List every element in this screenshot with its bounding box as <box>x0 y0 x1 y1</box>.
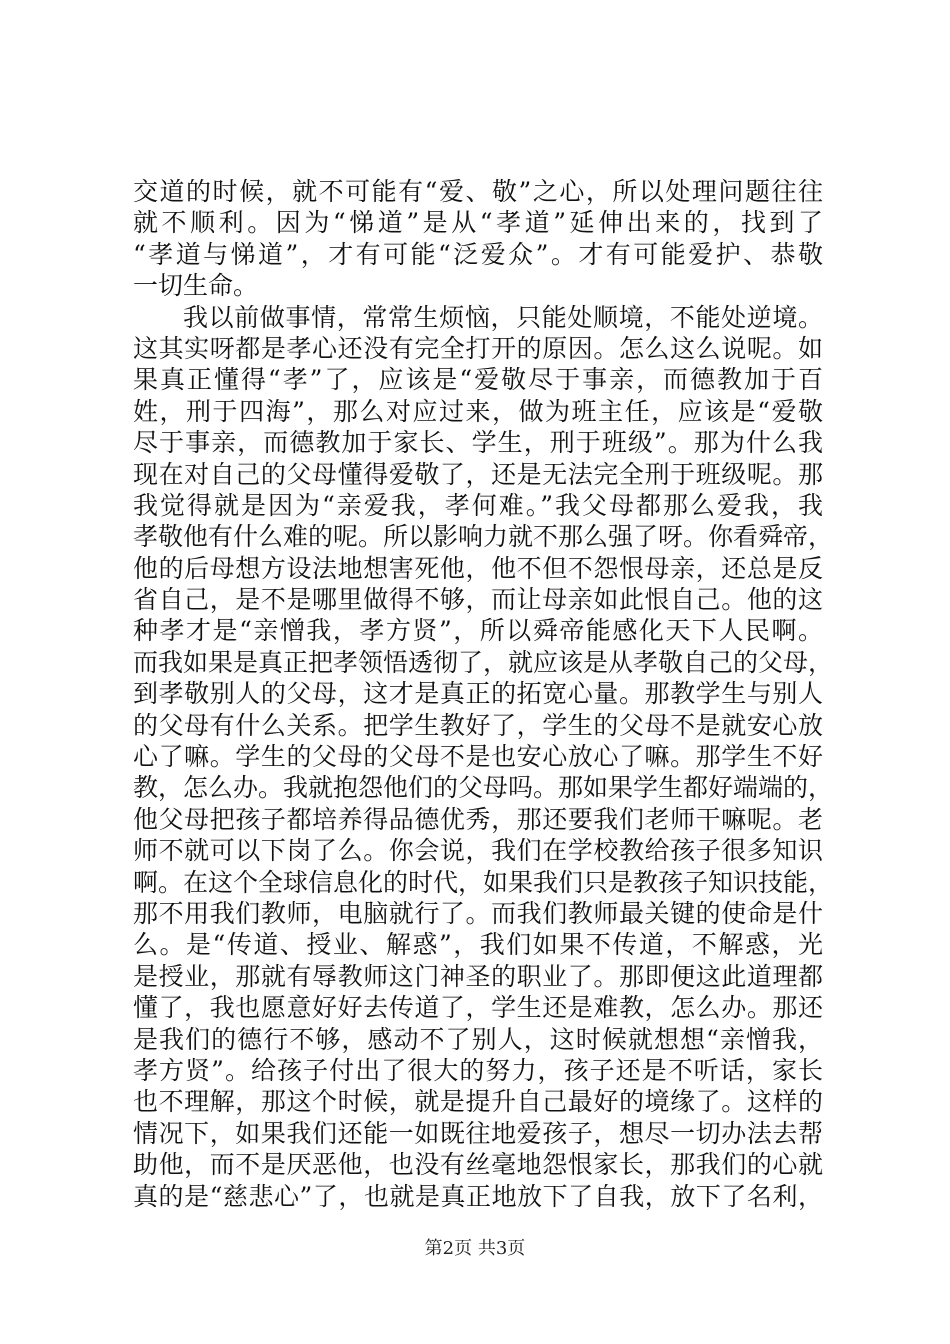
text-line: 果真正懂得“孝”了，应该是“爱敬尽于事亲，而德教加于百 <box>133 365 823 395</box>
text-line: 教，怎么办。我就抱怨他们的父母吗。那如果学生都好端端的， <box>133 773 834 803</box>
text-line: 啊。在这个全球信息化的时代，如果我们只是教孩子知识技能， <box>133 867 834 897</box>
text-line: 姓，刑于四海”，那么对应过来，做为班主任，应该是“爱敬 <box>133 396 823 426</box>
page-footer: 第2页 共3页 <box>424 1238 526 1259</box>
text-line: 情况下，如果我们还能一如既往地爱孩子，想尽一切办法去帮 <box>133 1118 823 1148</box>
text-line: 到孝敬别人的父母，这才是真正的拓宽心量。那教学生与别人 <box>133 679 823 709</box>
text-line: 懂了，我也愿意好好去传道了，学生还是难教，怎么办。那还 <box>133 993 823 1023</box>
text-line: 助他，而不是厌恶他，也没有丝毫地怨恨家长，那我们的心就 <box>133 1150 823 1180</box>
text-line: 他父母把孩子都培养得品德优秀，那还要我们老师干嘛呢。老 <box>133 804 823 834</box>
text-line: 心了嘛。学生的父母的父母不是也安心放心了嘛。那学生不好 <box>133 742 823 772</box>
text-line: “孝道与悌道”，才有可能“泛爱众”。才有可能爱护、恭敬 <box>133 239 823 269</box>
text-line: 这其实呀都是孝心还没有完全打开的原因。怎么这么说呢。如 <box>133 333 823 363</box>
body-text <box>133 176 834 1212</box>
text-line: 我觉得就是因为“亲爱我，孝何难。”我父母都那么爱我，我 <box>133 490 823 520</box>
text-line: 是授业，那就有辱教师这门神圣的职业了。那即便这此道理都 <box>133 961 823 991</box>
text-line: 我以前做事情，常常生烦恼，只能处顺境，不能处逆境。 <box>183 302 823 332</box>
text-line: 真的是“慈悲心”了，也就是真正地放下了自我，放下了名利， <box>133 1181 823 1211</box>
text-line: 交道的时候，就不可能有“爱、敬”之心，所以处理问题往往 <box>133 177 823 206</box>
text-line: 是我们的德行不够，感动不了别人，这时候就想想“亲憎我， <box>133 1024 823 1054</box>
text-line: 就不顺利。因为“悌道”是从“孝道”延伸出来的，找到了 <box>133 208 823 238</box>
text-line: 而我如果是真正把孝领悟透彻了，就应该是从孝敬自己的父母， <box>133 647 834 677</box>
text-line: 师不就可以下岗了么。你会说，我们在学校教给孩子很多知识 <box>133 836 823 866</box>
text-line: 的父母有什么关系。把学生教好了，学生的父母不是就安心放 <box>133 710 823 740</box>
text-line: 省自己，是不是哪里做得不够，而让母亲如此恨自己。他的这 <box>133 585 823 615</box>
text-line: 一切生命。 <box>133 271 259 301</box>
text-line: 么。是“传道、授业、解惑”，我们如果不传道，不解惑，光 <box>133 930 823 960</box>
text-line: 那不用我们教师，电脑就行了。而我们教师最关键的使命是什 <box>133 898 823 928</box>
text-line: 孝方贤”。给孩子付出了很大的努力，孩子还是不听话，家长 <box>133 1055 823 1085</box>
text-line: 孝敬他有什么难的呢。所以影响力就不那么强了呀。你看舜帝， <box>133 522 834 552</box>
text-line: 种孝才是“亲憎我，孝方贤”，所以舜帝能感化天下人民啊。 <box>133 616 823 646</box>
text-line: 他的后母想方设法地想害死他，他不但不怨恨母亲，还总是反 <box>133 553 823 583</box>
text-line: 现在对自己的父母懂得爱敬了，还是无法完全刑于班级呢。那 <box>133 459 823 489</box>
text-line: 尽于事亲，而德教加于家长、学生，刑于班级”。那为什么我 <box>133 428 823 458</box>
text-line: 也不理解，那这个时候，就是提升自己最好的境缘了。这样的 <box>133 1087 823 1117</box>
